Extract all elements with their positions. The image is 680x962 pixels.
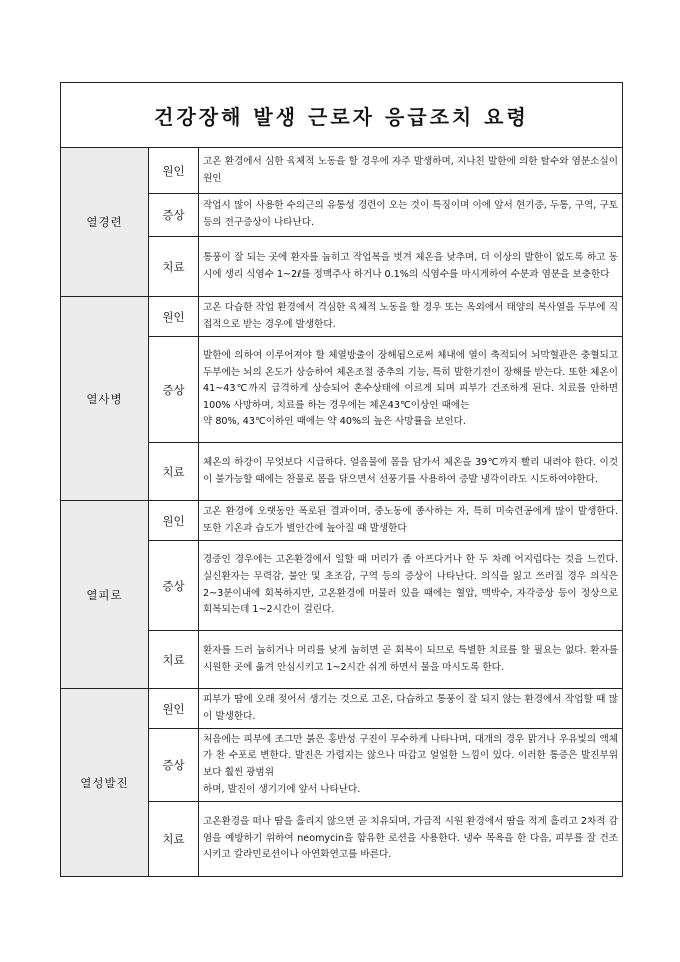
row-text	[199, 689, 623, 729]
row-label: 치료	[149, 443, 199, 501]
text-line: 고온환경을 떠나 땀을 흘리지 않으면 곧 치유되며, 가급적 시원 환경에서 땀을 적게 흘리고 2차적 감염을 예방하기 위하여 neomycin을 함유한 로션을 사용한다. 냉수 목욕을 한 다음, 피부를 잘 건조시키고 칼라민로션이나 아연화연고를 바른다.	[203, 816, 618, 861]
table-row	[61, 297, 623, 337]
row-text	[199, 443, 623, 501]
row-text	[199, 194, 623, 237]
row-text	[199, 148, 623, 194]
category-cell: 열피로	[61, 501, 149, 689]
text-line: 고온 환경에 오랫동안 폭로된 결과이며, 중노동에 종사하는 자, 특히 미숙련공에게 많이 발생한다. 또한 기온과 습도가 별안간에 높아질 때 발생한다	[203, 505, 618, 534]
row-label: 치료	[149, 237, 199, 297]
first-aid-table	[60, 82, 623, 877]
row-text	[199, 237, 623, 297]
table-row	[61, 501, 623, 541]
row-label: 원인	[149, 297, 199, 337]
row-label: 원인	[149, 689, 199, 729]
text-line: 작업시 많이 사용한 수의근의 유통성 경련이 오는 것이 특징이며 이에 앞서 현기증, 두통, 구역, 구토 등의 전구증상이 나타난다.	[203, 200, 618, 228]
text-line: 통풍이 잘 되는 곳에 환자를 눕히고 작업복을 벗겨 체온을 낮추며, 더 이상의 발한이 없도록 하고 동시에 생리 식염수 1~2ℓ를 정맥주사 하거나 0.1%의 식염수를 마시게하여 수분과 염분을 보충한다	[203, 251, 618, 280]
text-line: 체온의 하강이 무엇보다 시급하다. 얼음물에 몸을 담가서 체온을 39℃까지 빨리 내려야 한다. 이것이 불가능할 때에는 찬물로 몸을 닦으면서 선풍기를 사용하여 증발 냉각이라도 시도하여야한다.	[203, 456, 618, 485]
row-text	[199, 802, 623, 877]
row-text	[199, 729, 623, 802]
text-line: 피부가 땀에 오래 젖어서 생기는 것으로 고온, 다습하고 통풍이 잘 되지 않는 환경에서 작업할 때 많이 발생한다.	[203, 693, 618, 722]
row-label: 증상	[149, 729, 199, 802]
category-cell: 열사병	[61, 297, 149, 501]
category-cell: 열경련	[61, 148, 149, 297]
row-text	[199, 297, 623, 337]
text-line: 고온 다습한 작업 환경에서 격심한 육체적 노동을 할 경우 또는 옥외에서 태양의 복사열을 두부에 직접적으로 받는 경우에 발생한다.	[203, 301, 618, 330]
row-label: 증상	[149, 337, 199, 443]
text-line: 발한에 의하여 이루어져야 할 체열방출이 장해됨으로써 체내에 열이 축적되어 뇌막혈관은 충혈되고 두부에는 뇌의 온도가 상승하여 체온조절 중추의 기능, 특히 발한기전이 장해를 받는다. 또한 체온이 41~43℃까지 급격하게 상승되어 혼수상태에 이르게 되며 피부가 건조하게 된다. 치료를 안하면 100% 사망하며, 치료를 하는 경우에는 체온43℃이상인 때에는	[203, 350, 618, 411]
row-label: 치료	[149, 631, 199, 689]
row-label: 원인	[149, 148, 199, 194]
row-label: 치료	[149, 802, 199, 877]
page-title: 건강장해 발생 근로자 응급조치 요령	[61, 83, 623, 148]
table-row	[61, 148, 623, 194]
text-line: 경증인 경우에는 고온환경에서 일할 때 머리가 좀 아프다거나 한 두 차례 어지럽다는 것을 느낀다. 실신환자는 무력감, 불안 및 초조감, 구역 등의 증상이 나타난다. 의식을 잃고 쓰러질 경우 의식은 2~3분이내에 회복하지만, 고온환경에 머물러 있을 때에는 혈압, 맥박수, 자각증상 등이 정상으로 회복되는데 1~2시간이 걸린다.	[203, 554, 618, 616]
row-label: 증상	[149, 541, 199, 631]
row-text	[199, 631, 623, 689]
text-line: 처음에는 피부에 조그만 붉은 홍반성 구진이 무수하게 나타나며, 대개의 경우 맑거나 우유빛의 액체가 찬 수포로 변한다. 발진은 가렵지는 않으나 따갑고 얼얼한 느낌이 있다. 이러한 통증은 발진부위보다 훨씬 광범위	[203, 733, 618, 778]
title-row	[61, 83, 623, 148]
text-line: 하며, 발진이 생기기에 앞서 나타난다.	[203, 783, 361, 795]
row-text	[199, 541, 623, 631]
row-text	[199, 337, 623, 443]
row-label: 증상	[149, 194, 199, 237]
document	[60, 82, 623, 877]
text-line: 환자를 드러 눕히거나 머리를 낮게 눕히면 곧 회복이 되므로 특별한 치료를 할 필요는 없다. 환자를 시원한 곳에 옮겨 안심시키고 1~2시간 쉬게 하면서 물을 마시도록 한다.	[203, 644, 618, 673]
text-line: 고온 환경에서 심한 육체적 노동을 할 경우에 자주 발생하며, 지나친 발한에 의한 탈수와 염분소실이 원인	[203, 155, 618, 184]
table-row	[61, 689, 623, 729]
row-text	[199, 501, 623, 541]
row-label: 원인	[149, 501, 199, 541]
text-line: 약 80%, 43℃이하인 때에는 약 40%의 높은 사망률을 보인다.	[203, 416, 466, 428]
category-cell: 열성발진	[61, 689, 149, 877]
